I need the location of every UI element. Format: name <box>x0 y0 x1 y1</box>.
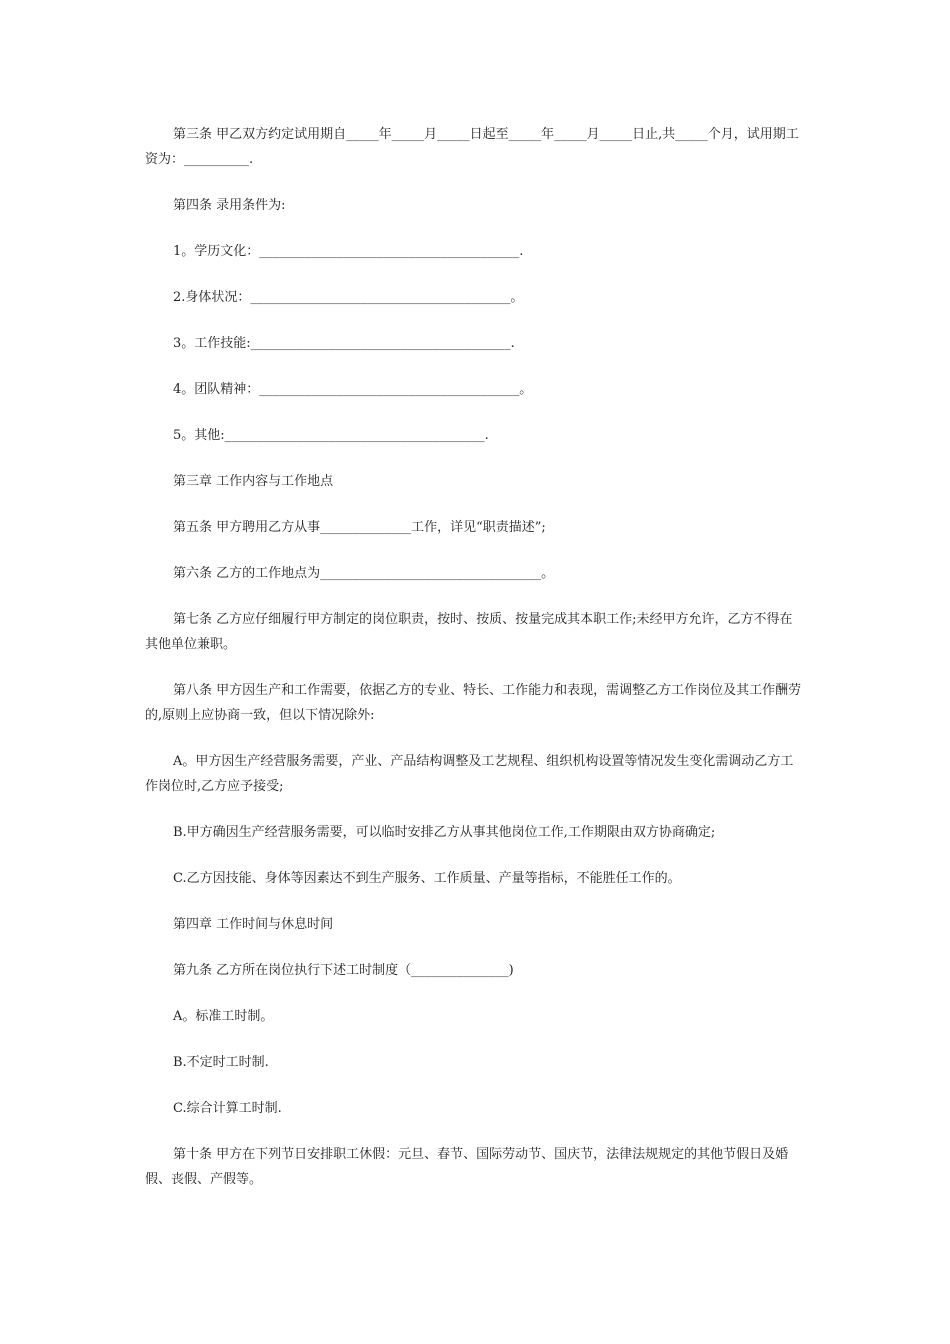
clause-8-item-c: C.乙方因技能、身体等因素达不到生产服务、工作质量、产量等指标，不能胜任工作的。 <box>173 871 681 886</box>
clause-7: 第七条 乙方应仔细履行甲方制定的岗位职责，按时、按质、按量完成其本职工作;未经甲方允许，乙方不得在其他单位兼职。 <box>145 612 793 652</box>
condition-education: 1。学历文化：________________________________________. <box>173 244 524 259</box>
chapter-3-title: 第三章 工作内容与工作地点 <box>173 474 334 489</box>
clause-10: 第十条 甲方在下列节日安排职工休假：元旦、春节、国际劳动节、国庆节，法律法规规定的其他节假日及婚假、丧假、产假等。 <box>145 1147 789 1187</box>
clause-6: 第六条 乙方的工作地点为__________________________________。 <box>173 566 555 581</box>
condition-teamwork: 4。团队精神：________________________________________。 <box>173 382 533 397</box>
clause-5: 第五条 甲方聘用乙方从事______________工作，详见“职责描述”; <box>173 520 546 535</box>
clause-8-item-b: B.甲方确因生产经营服务需要，可以临时安排乙方从事其他岗位工作,工作期限由双方协商确定; <box>173 825 716 840</box>
clause-4-heading: 第四条 录用条件为: <box>173 198 286 213</box>
clause-9-option-b: B.不定时工时制. <box>173 1055 269 1070</box>
clause-9: 第九条 乙方所在岗位执行下述工时制度（_______________) <box>173 963 514 978</box>
document-body <box>145 122 805 1213</box>
condition-health: 2.身体状况：________________________________________。 <box>173 290 524 305</box>
condition-skills: 3。工作技能:________________________________________. <box>173 336 515 351</box>
clause-9-option-c: C.综合计算工时制. <box>173 1101 282 1116</box>
clause-9-option-a: A。标准工时制。 <box>173 1009 274 1024</box>
clause-8: 第八条 甲方因生产和工作需要，依据乙方的专业、特长、工作能力和表现，需调整乙方工作岗位及其工作酬劳的,原则上应协商一致，但以下情况除外: <box>145 683 802 723</box>
clause-8-item-a: A。甲方因生产经营服务需要，产业、产品结构调整及工艺规程、组织机构设置等情况发生变化需调动乙方工作岗位时,乙方应予接受; <box>145 754 794 794</box>
clause-3-probation: 第三条 甲乙双方约定试用期自_____年_____月_____日起至_____年_____月_____日止,共_____个月，试用期工资为：__________. <box>145 127 799 167</box>
condition-other: 5。其他:________________________________________. <box>173 428 489 443</box>
chapter-4-title: 第四章 工作时间与休息时间 <box>173 917 334 932</box>
